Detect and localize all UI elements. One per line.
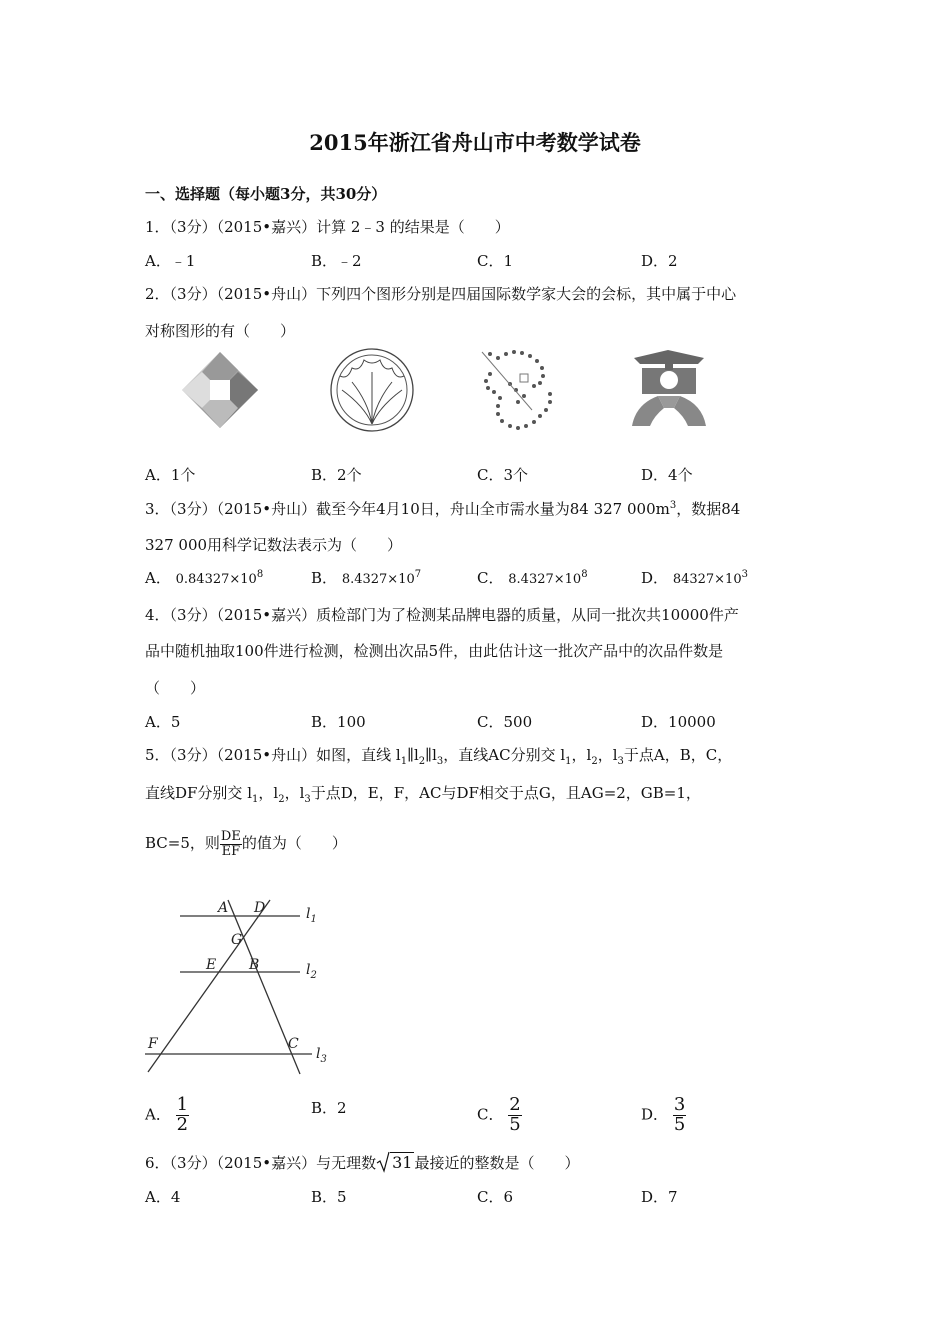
page-title: 2015年浙江省舟山市中考数学试卷 [309, 130, 641, 155]
section-header: 一、选择题（每小题3分，共30分） [145, 185, 387, 203]
q2-option-c: C．3个 [477, 466, 529, 484]
q4-option-b: B．100 [311, 713, 366, 731]
label-l3: $l_3$ [316, 1046, 327, 1065]
congress-logo-circle [328, 346, 416, 434]
q3-option-d: D． $84327\times 10^3$ [641, 569, 748, 587]
q5-option-b: B．2 [311, 1099, 347, 1117]
q5-stem-line1: 5．（3分）（2015•舟山）如图，直线 $l_1\parallel l_2\parallel l_3$，直线AC分别交 $l_1$，$l_2$，$l_3$于点A，B，C， [145, 746, 733, 767]
q5-option-d: D． $\frac{3}{5}$ [641, 1094, 686, 1135]
label-l1: $l_1$ [306, 906, 317, 925]
label-f: F [148, 1036, 158, 1052]
q1-option-a: A．﹣1 [145, 252, 196, 270]
line-df [148, 900, 270, 1072]
q4-stem-line1: 4．（3分）（2015•嘉兴）质检部门为了检测某品牌电器的质量，从同一批次共10000件产 [145, 606, 739, 624]
label-l2: $l_2$ [306, 962, 317, 981]
label-g: G [231, 932, 243, 948]
q2-option-b: B．2个 [311, 466, 362, 484]
q2-option-a: A．1个 [145, 466, 196, 484]
label-e: E [206, 957, 217, 973]
q3-stem-line2: 327 000用科学记数法表示为（ ） [145, 536, 403, 554]
label-d: D [254, 900, 266, 916]
congress-logo-arch [628, 350, 710, 430]
q1-option-b: B．﹣2 [311, 252, 362, 270]
q5-stem-line2: 直线DF分别交 $l_1$，$l_2$，$l_3$于点D，E，F，AC与DF相交于点G，且AG=2，GB=1， [145, 784, 701, 805]
q1-stem: 1．（3分）（2015•嘉兴）计算 2﹣3 的结果是（ ） [145, 218, 510, 236]
label-a: A [218, 900, 229, 916]
q3-option-a: A． $0.84327\times 10^8$ [145, 569, 264, 587]
q5-stem-line3: BC=5，则 $\frac{DE}{EF}$ 的值为（ ） [145, 829, 347, 859]
q4-stem-line2: 品中随机抽取100件进行检测，检测出次品5件，由此估计这一批次产品中的次品件数是 [145, 642, 724, 660]
q6-option-d: D．7 [641, 1188, 678, 1206]
q1-option-d: D．2 [641, 252, 678, 270]
q4-option-c: C．500 [477, 713, 533, 731]
q5-option-c: C． $\frac{2}{5}$ [477, 1094, 521, 1135]
q4-stem-line3: （ ） [145, 679, 206, 697]
q4-option-d: D．10000 [641, 713, 716, 731]
q3-option-b: B． $8.4327\times 10^7$ [311, 569, 422, 587]
q6-stem: 6．（3分）（2015•嘉兴）与无理数 31 最接近的整数是（ ） [145, 1153, 580, 1172]
congress-logo-pinwheel [180, 350, 260, 430]
sqrt-symbol: 31 [376, 1153, 414, 1172]
q3-option-c: C． $8.4327\times 10^8$ [477, 569, 588, 587]
q6-option-c: C．6 [477, 1188, 514, 1206]
q4-option-a: A．5 [145, 713, 181, 731]
label-b: B [249, 957, 260, 973]
q5-option-a: A． $\frac{1}{2}$ [145, 1094, 189, 1135]
q3-stem-line1: 3．（3分）（2015•舟山）截至今年4月10日，舟山全市需水量为84 327 $000m^3$，数据84 [145, 500, 741, 518]
q2-option-d: D．4个 [641, 466, 693, 484]
q2-stem-line2: 对称图形的有（ ） [145, 322, 296, 340]
q6-option-a: A．4 [145, 1188, 181, 1206]
q5-figure [140, 890, 340, 1080]
q1-option-c: C．1 [477, 252, 514, 270]
label-c: C [288, 1036, 299, 1052]
q5-fraction: $\frac{DE}{EF}$ [220, 829, 241, 859]
q2-stem-line1: 2．（3分）（2015•舟山）下列四个图形分别是四届国际数学家大会的会标，其中属于中心 [145, 285, 737, 303]
congress-logo-dotted [480, 348, 560, 432]
q6-option-b: B．5 [311, 1188, 347, 1206]
